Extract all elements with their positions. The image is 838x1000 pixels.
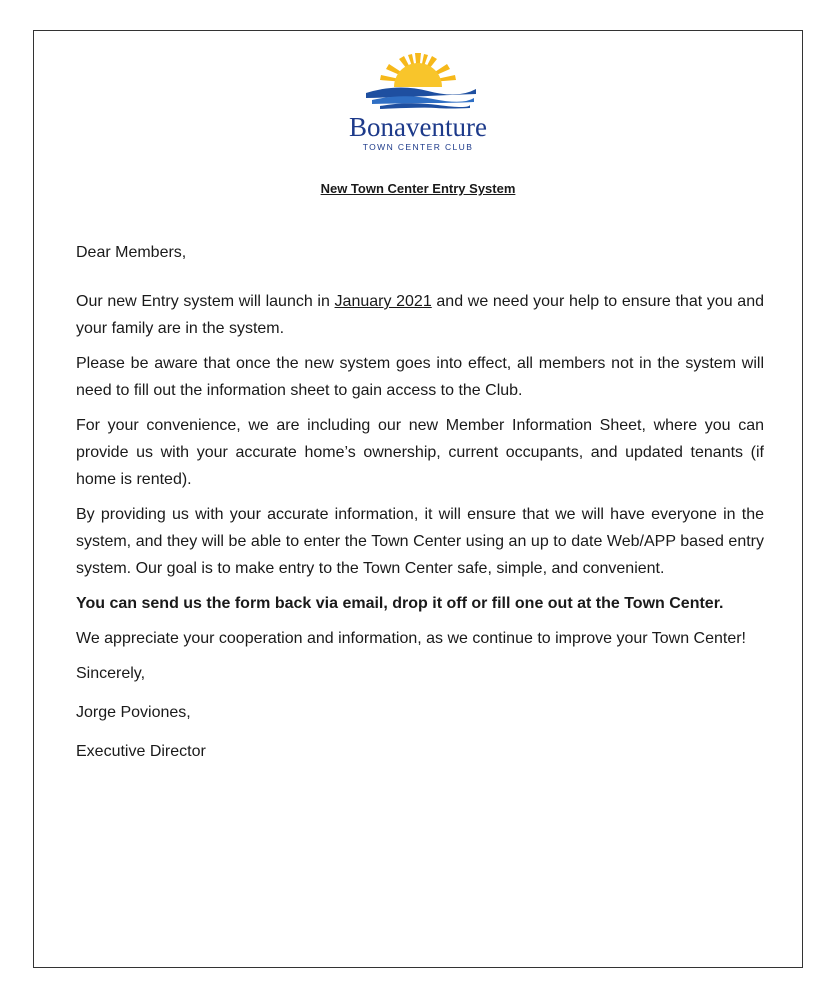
paragraph-launch-end: and we need your help to ensure that you and your family are in the system. bbox=[76, 293, 764, 337]
document-title: New Town Center Entry System bbox=[320, 181, 516, 196]
paragraph-instructions: You can send us the form back via email, drop it off or fill one out at the Town Center. bbox=[76, 595, 724, 612]
paragraph-launch-start: Our new Entry system will launch in bbox=[76, 293, 335, 310]
launch-date: January 2021 bbox=[334, 293, 432, 310]
signature-role: Executive Director bbox=[76, 743, 206, 760]
logo-subtitle: TOWN CENTER CLUB bbox=[362, 142, 474, 152]
paragraph-info-sheet: For your convenience, we are including our new Member Information Sheet, where you can provide us with your accurate home’s ownership, current occupants, and updated tenants (if home is rented). bbox=[76, 417, 764, 488]
sun-wave-icon bbox=[358, 47, 478, 111]
paragraph-notice: Please be aware that once the new system goes into effect, all members not in the system will need to fill out the information sheet to gain access to the Club. bbox=[76, 355, 764, 399]
logo-name: Bonaventure bbox=[349, 112, 487, 142]
paragraph-thanks: We appreciate your cooperation and information, as we continue to improve your Town Center! bbox=[76, 630, 746, 647]
letter-page bbox=[33, 30, 803, 968]
greeting: Dear Members, bbox=[76, 244, 187, 261]
closing: Sincerely, bbox=[76, 665, 146, 682]
bonaventure-logo bbox=[34, 47, 802, 152]
letter-body bbox=[76, 239, 764, 765]
paragraph-benefits: By providing us with your accurate information, it will ensure that we will have everyone in the system, and they will be able to enter the Town Center using an up to date Web/APP based entry system. Our goal is to make entry to the Town Center safe, simple, and convenient. bbox=[76, 506, 764, 577]
signature-name: Jorge Poviones, bbox=[76, 704, 191, 721]
paragraph-launch bbox=[76, 288, 764, 342]
